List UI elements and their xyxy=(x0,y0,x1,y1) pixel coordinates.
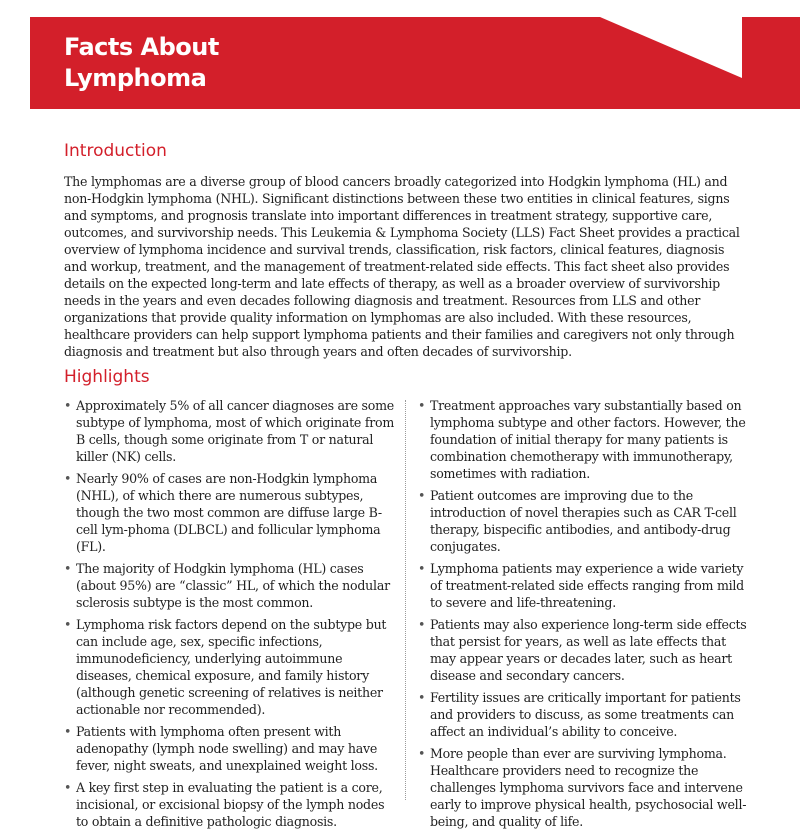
highlights-left-column xyxy=(64,397,398,835)
highlight-item: • Lymphoma patients may experience a wide variety of treatment-related side effects ranging from mild to severe and life-threatening. xyxy=(418,560,748,611)
highlight-item: • Fertility issues are critically important for patients and providers to discuss, as some treatments can affect an individual’s ability to conceive. xyxy=(418,689,748,740)
page-title-line1: Facts About xyxy=(64,33,219,61)
column-divider xyxy=(405,400,406,800)
highlight-item: • Nearly 90% of cases are non-Hodgkin lymphoma (NHL), of which there are numerous subtypes, though the two most common are diffuse large B-cell lym-phoma (DLBCL) and follicular lymphoma (FL). xyxy=(64,470,398,555)
highlight-item: • Patients may also experience long-term side effects that persist for years, as well as late effects that may appear years or decades later, such as heart disease and secondary cancers. xyxy=(418,616,748,684)
highlight-item: • More people than ever are surviving lymphoma. Healthcare providers need to recognize the challenges lymphoma survivors face and intervene early to improve physical health, psychosocial well-being, and quality of life. xyxy=(418,745,748,830)
highlights-right-column xyxy=(418,397,748,835)
highlight-item: • Lymphoma risk factors depend on the subtype but can include age, sex, specific infections, immunodeficiency, underlying autoimmune diseases, chemical exposure, and family history (although genetic screening of relatives is neither actionable nor recommended). xyxy=(64,616,398,718)
highlight-item: • Approximately 5% of all cancer diagnoses are some subtype of lymphoma, most of which originate from B cells, though some originate from T or natural killer (NK) cells. xyxy=(64,397,398,465)
page-title-line2: Lymphoma xyxy=(64,64,207,92)
highlight-item: • Treatment approaches vary substantially based on lymphoma subtype and other factors. However, the foundation of initial therapy for many patients is combination chemotherapy with immunotherapy, sometimes with radiation. xyxy=(418,397,748,482)
highlights-heading: Highlights xyxy=(64,367,150,387)
title-banner xyxy=(30,17,800,109)
highlight-item: • Patients with lymphoma often present with adenopathy (lymph node swelling) and may have fever, night sweats, and unexplained weight loss. xyxy=(64,723,398,774)
banner-corner-cutout xyxy=(600,17,742,78)
introduction-body: The lymphomas are a diverse group of blood cancers broadly categorized into Hodgkin lymphoma (HL) and non-Hodgkin lymphoma (NHL). Significant distinctions between these two entities in clinical features, signs and symptoms, and prognosis translate into important differences in treatment strategy, supportive care, outcomes, and survivorship needs. This Leukemia & Lymphoma Society (LLS) Fact Sheet provides a practical overview of lymphoma incidence and survival trends, classification, risk factors, clinical features, diagnosis and workup, treatment, and the management of treatment-related side effects. This fact sheet also provides details on the expected long-term and late effects of therapy, as well as a broader overview of survivorship needs in the years and even decades following diagnosis and treatment. Resources from LLS and other organizations that provide quality information on lymphomas are also included. With these resources, healthcare providers can help support lymphoma patients and their families and caregivers not only through diagnosis and treatment but also through years and often decades of survivorship. xyxy=(64,174,740,359)
introduction-heading: Introduction xyxy=(64,141,167,161)
highlight-item: • The majority of Hodgkin lymphoma (HL) cases (about 95%) are “classic” HL, of which the nodular sclerosis subtype is the most common. xyxy=(64,560,398,611)
highlight-item: • A key first step in evaluating the patient is a core, incisional, or excisional biopsy of the lymph nodes to obtain a definitive pathologic diagnosis. xyxy=(64,779,398,830)
highlight-item: • Patient outcomes are improving due to the introduction of novel therapies such as CAR T-cell therapy, bispecific antibodies, and antibody-drug conjugates. xyxy=(418,487,748,555)
